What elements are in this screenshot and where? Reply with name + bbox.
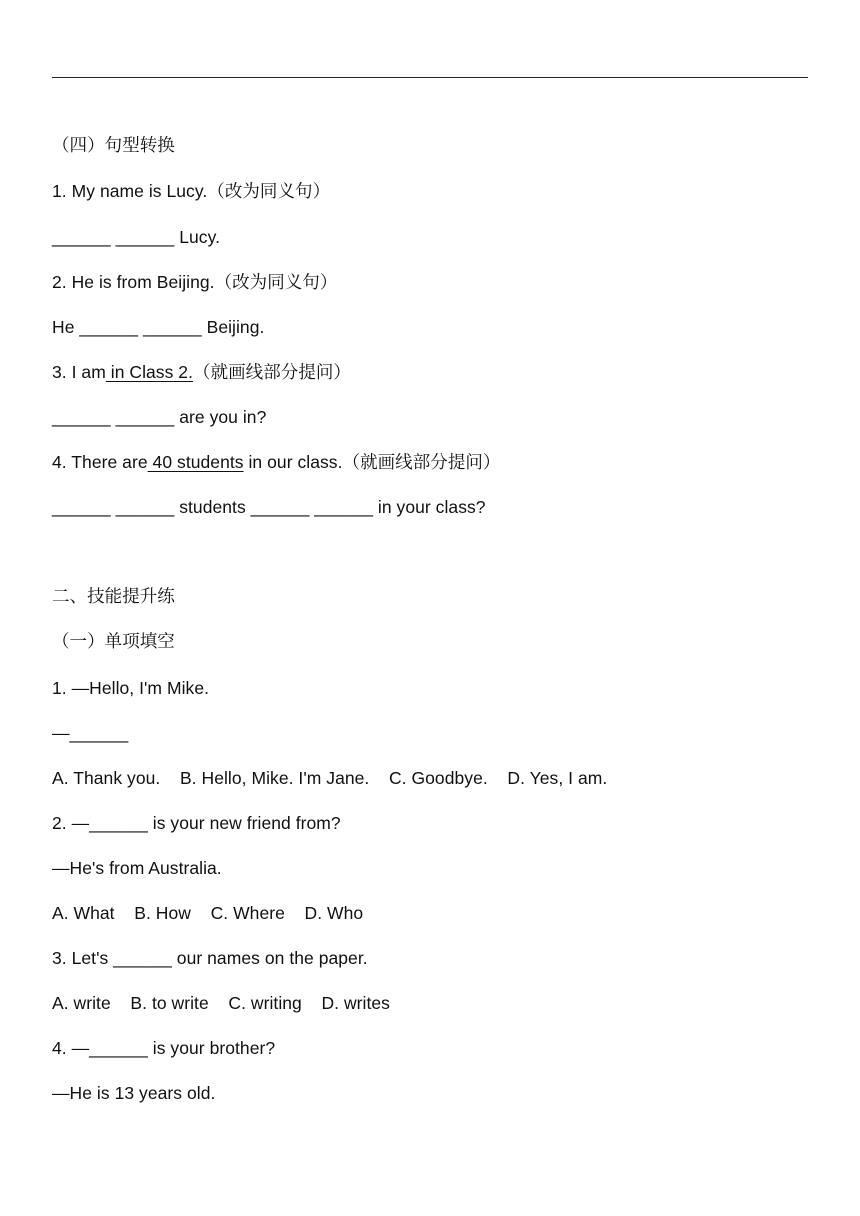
answer-line-3: ______ ______ are you in? [52,407,267,427]
question-instruction: （就画线部分提问） [342,453,501,473]
mc-reply-1: —______ [52,723,129,743]
mc-reply-2: —He's from Australia. [52,858,222,878]
answer-line-1: ______ ______ Lucy. [52,227,220,247]
question-text: 2. He is from Beijing. [52,272,215,292]
mc-options-3: A. write B. to write C. writing D. writes [52,993,390,1013]
mc-reply-4: —He is 13 years old. [52,1083,216,1103]
header-rule [52,77,808,78]
mc-options-2: A. What B. How C. Where D. Who [52,903,364,923]
answer-line-4: ______ ______ students ______ ______ in your class? [52,497,486,517]
mc-question-4: 4. —______ is your brother? [52,1038,276,1058]
mc-options-1: A. Thank you. B. Hello, Mike. I'm Jane. C. Goodbye. D. Yes, I am. [52,768,608,788]
question-1 [52,180,330,203]
underlined-phrase: 40 students [147,452,244,472]
question-3 [52,361,351,384]
question-text: 4. There are [52,452,148,472]
question-text: 3. I am [52,362,106,382]
question-instruction: （就画线部分提问） [193,363,351,383]
mc-question-1: 1. —Hello, I'm Mike. [52,678,210,698]
question-instruction: （改为同义句） [214,273,338,293]
part-heading: 二、技能提升练 [52,587,175,607]
question-text-tail: in our class. [243,452,343,472]
question-instruction: （改为同义句） [207,182,331,202]
question-4 [52,451,500,474]
question-2 [52,271,337,294]
mc-question-2: 2. —______ is your new friend from? [52,813,341,833]
section-heading: （四）句型转换 [52,136,175,156]
subsection-heading: （一）单项填空 [52,632,175,652]
question-text: 1. My name is Lucy. [52,181,208,201]
underlined-phrase: in Class 2. [105,362,194,382]
mc-question-3: 3. Let's ______ our names on the paper. [52,948,368,968]
answer-line-2: He ______ ______ Beijing. [52,317,265,337]
